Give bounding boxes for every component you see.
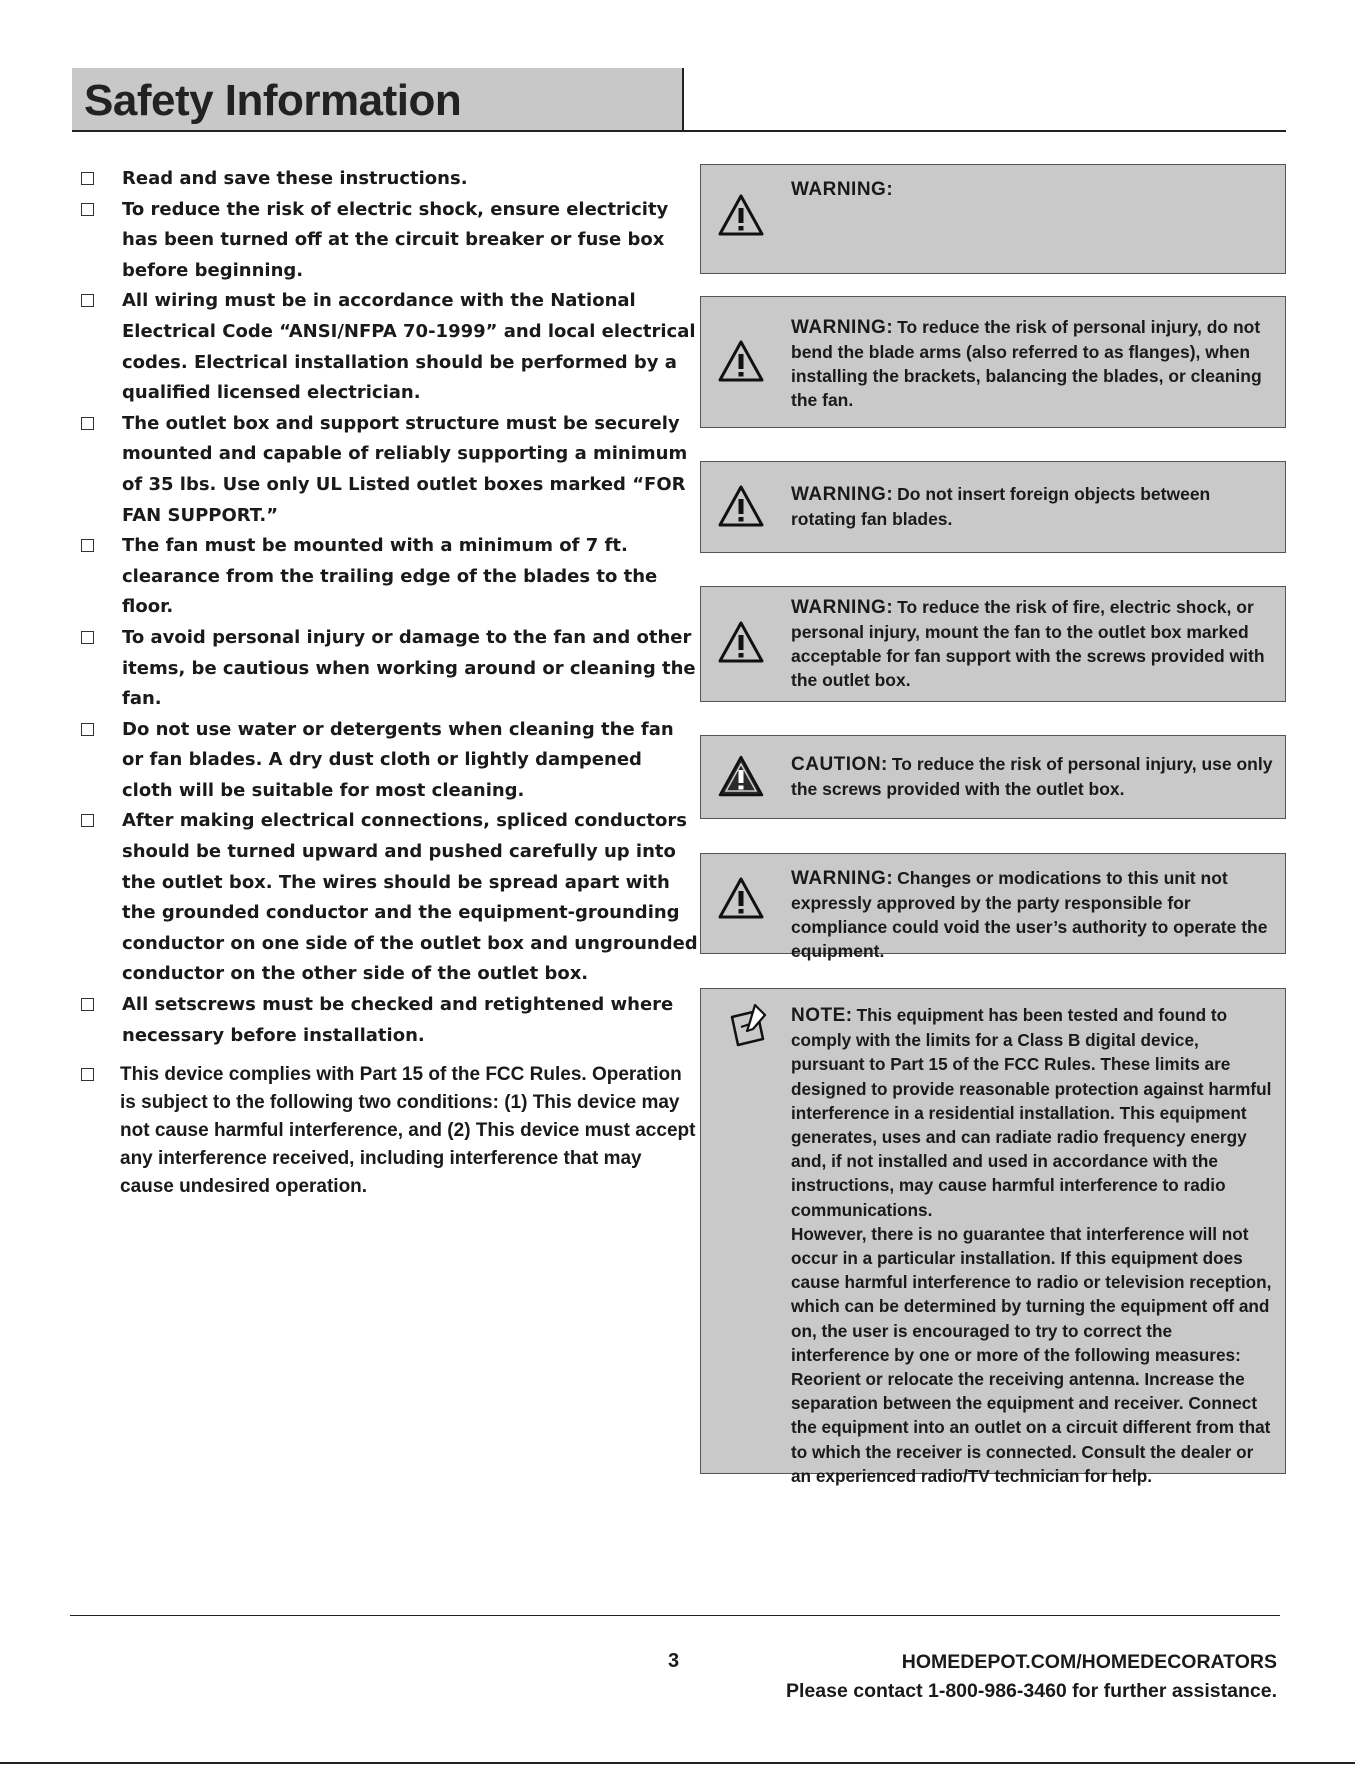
warning-label: WARNING:	[791, 484, 894, 505]
checklist-item: All wiring must be in accordance with the National Electrical Code “ANSI/NFPA 70-1999” and local electrical codes. Electrical installation should be performed by a qualified licensed electrician.	[78, 286, 698, 408]
checkbox-icon	[81, 814, 94, 827]
warning-label: WARNING:	[791, 868, 894, 889]
warning-box	[700, 296, 1286, 428]
checklist-item: To avoid personal injury or damage to the fan and other items, be cautious when working around or cleaning the fan.	[78, 623, 698, 715]
checklist-item: The outlet box and support structure must be securely mounted and capable of reliably supporting a minimum of 35 lbs. Use only UL Listed outlet boxes marked “FOR FAN SUPPORT.”	[78, 409, 698, 531]
checklist-item: Do not use water or detergents when cleaning the fan or fan blades. A dry dust cloth or lightly dampened cloth will be suitable for most cleaning.	[78, 715, 698, 807]
note-pencil-icon	[727, 1003, 775, 1047]
warning-box	[700, 461, 1286, 553]
note-text: This equipment has been tested and found to comply with the limits for a Class B digital device, pursuant to Part 15 of the FCC Rules. These limits are designed to provide reasonable protection against harmful interference in a residential installation. This equipment generates, uses and can radiate radio frequency energy and, if not installed and used in accordance with the instructions, may cause harmful interference to radio communications.	[791, 1005, 1272, 1220]
checkbox-icon	[81, 294, 94, 307]
footer-rule	[70, 1615, 1280, 1616]
warning-triangle-icon	[717, 876, 765, 920]
warning-label: WARNING:	[791, 597, 894, 618]
checkbox-icon	[81, 203, 94, 216]
footer-contact	[786, 1648, 1277, 1706]
checklist-item: Read and save these instructions.	[78, 164, 698, 195]
checkbox-icon	[81, 998, 94, 1011]
checkbox-icon	[81, 723, 94, 736]
warning-text: To reduce the risk of fire, electric shock, or personal injury, mount the fan to the outlet box marked acceptable for fan support with the screws provided with the outlet box.	[791, 597, 1265, 690]
warning-triangle-icon	[717, 193, 765, 237]
warning-triangle-icon	[717, 620, 765, 664]
warning-label: WARNING:	[791, 179, 894, 200]
page-title: Safety Information	[84, 76, 462, 125]
checklist-item: To reduce the risk of electric shock, ensure electricity has been turned off at the circuit breaker or fuse box before beginning.	[78, 195, 698, 287]
checkbox-icon	[81, 172, 94, 185]
header-rule	[72, 130, 1286, 132]
caution-box	[700, 735, 1286, 819]
checklist-item-fcc: This device complies with Part 15 of the FCC Rules. Operation is subject to the following two conditions: (1) This device may not cause harmful interference, and (2) This device must accept any interference received, including interference that may cause undesired operation.	[78, 1061, 698, 1201]
checkbox-icon	[81, 417, 94, 430]
checklist-item: After making electrical connections, spliced conductors should be turned upward and pushed carefully up into the outlet box. The wires should be spread apart with the grounded conductor and the equipment-grounding conductor on one side of the outlet box and ungrounded conductor on the other side of the outlet box.	[78, 806, 698, 990]
website-link[interactable]: HOMEDEPOT.COM/HOMEDECORATORS	[901, 1651, 1277, 1673]
checkbox-icon	[81, 1068, 94, 1081]
note-box	[700, 988, 1286, 1486]
warning-text: To reduce the risk of personal injury, do not bend the blade arms (also referred to as flanges), when installing the brackets, balancing the blades, or cleaning the fan.	[791, 317, 1262, 410]
checklist-item: All setscrews must be checked and retightened where necessary before installation.	[78, 990, 698, 1051]
note-label: NOTE:	[791, 1005, 853, 1026]
warning-triangle-icon	[717, 339, 765, 383]
warning-box	[700, 853, 1286, 961]
caution-text: To reduce the risk of personal injury, use only the screws provided with the outlet box.	[791, 754, 1273, 799]
caution-label: CAUTION:	[791, 754, 888, 775]
note-text-continued: However, there is no guarantee that interference will not occur in a particular installation. If this equipment does cause harmful interference to radio or television reception, which can be determined by turning the equipment off and on, the user is encouraged to try to correct the interference by one or more of the following measures: Reorient or relocate the receiving antenna. Increase the separation between the equipment and receiver. Connect the equipment into an outlet on a circuit different from that to which the receiver is connected. Consult the dealer or an experienced radio/TV technician for help.	[791, 1223, 1272, 1486]
bottom-rule	[0, 1762, 1355, 1764]
warning-box	[700, 164, 1286, 274]
warning-box	[700, 586, 1286, 702]
checkbox-icon	[81, 539, 94, 552]
page-number: 3	[668, 1650, 680, 1672]
section-header	[72, 68, 684, 130]
checklist-item: The fan must be mounted with a minimum of 7 ft. clearance from the trailing edge of the blades to the floor.	[78, 531, 698, 623]
warning-text: Do not insert foreign objects between rotating fan blades.	[791, 484, 1211, 529]
warning-triangle-icon	[717, 484, 765, 528]
warning-label: WARNING:	[791, 317, 894, 338]
checkbox-icon	[81, 631, 94, 644]
caution-triangle-icon	[717, 754, 765, 798]
warning-text: Changes or modications to this unit not expressly approved by the party responsible for compliance could void the user’s authority to operate the equipment.	[791, 868, 1268, 961]
safety-checklist	[78, 164, 698, 1201]
contact-phone: Please contact 1-800-986-3460 for further assistance.	[786, 1680, 1277, 1702]
